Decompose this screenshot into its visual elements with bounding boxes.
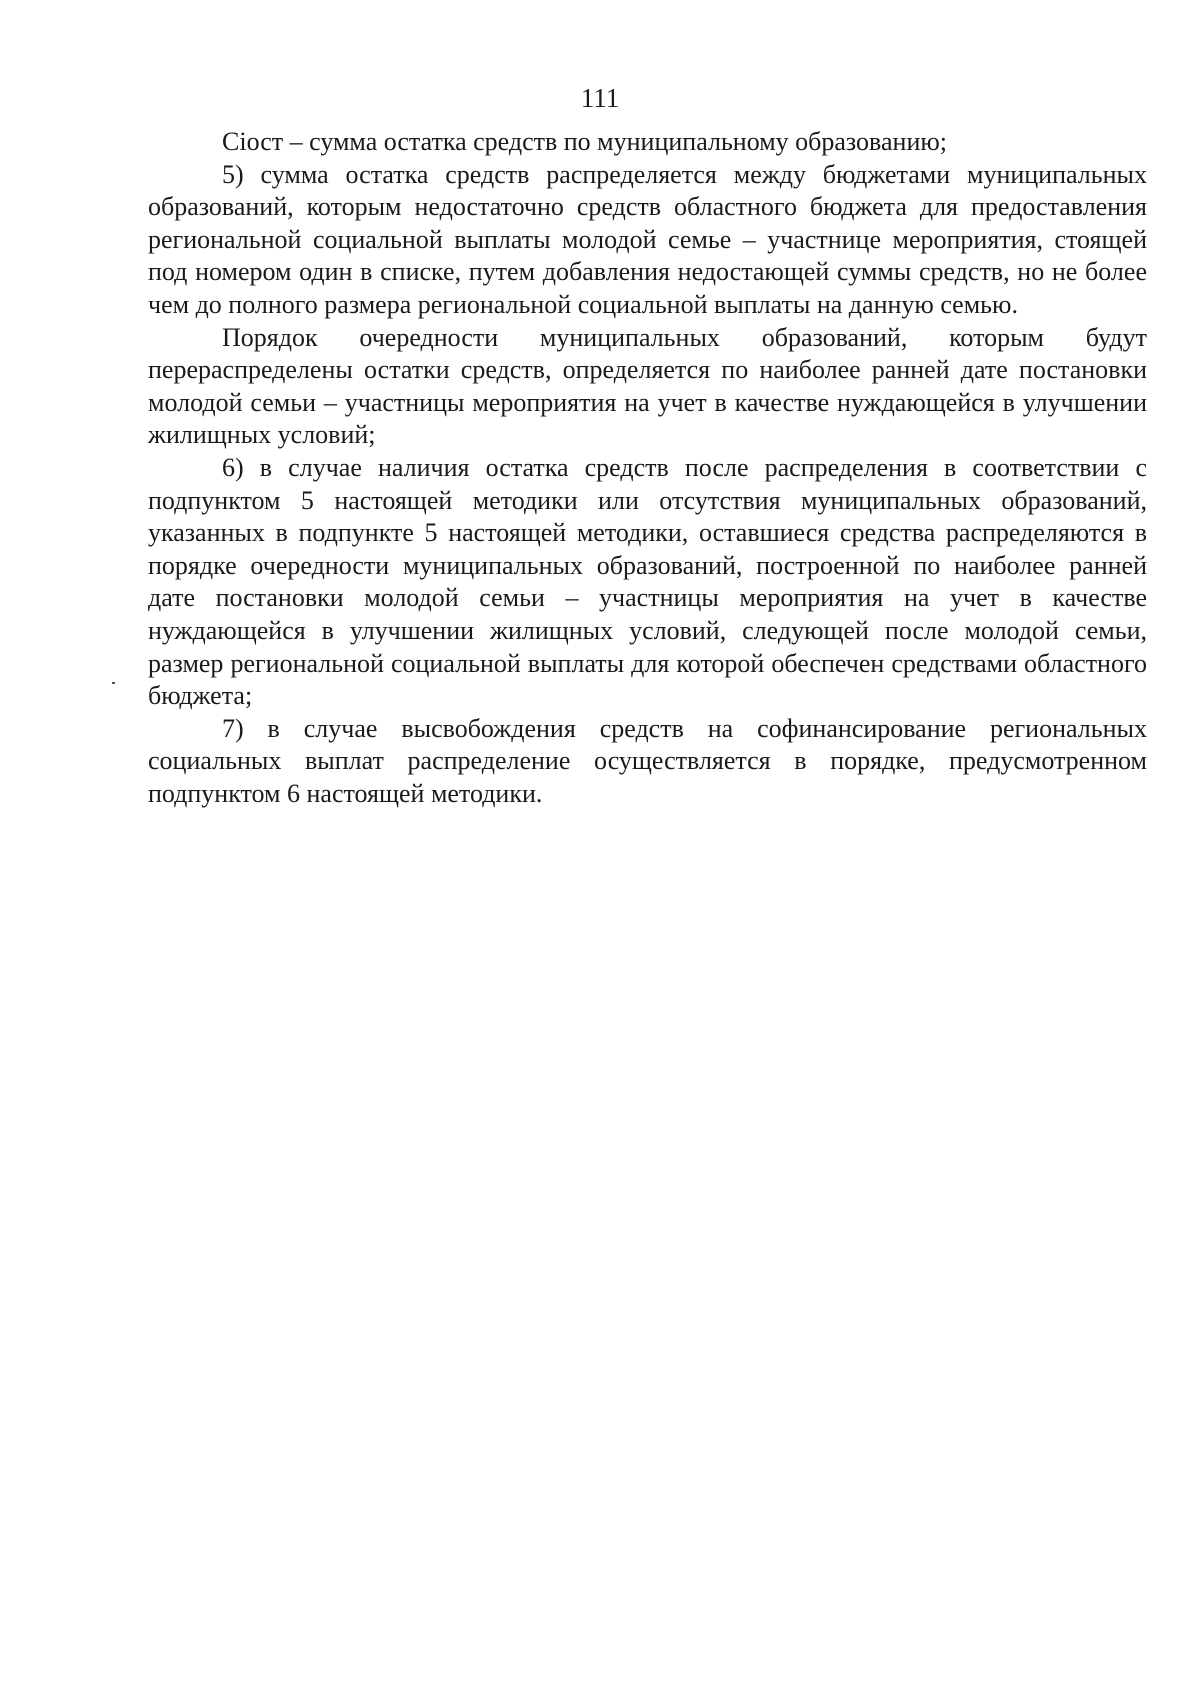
paragraph-item-6: 6) в случае наличия остатка средств после распределения в соответствии с подпунктом 5 настоящей методики или отсутствия муниципальных образований, указанных в подпункте 5 настоящей методики, оставшиеся средства распределяются в порядке очередности муниципальных образований, построенной по наиболее ранней дате постановки молодой семьи – участницы мероприятия на учет в качестве нуждающейся в улучшении жилищных условий, следующей после молодой семьи, размер региональной социальной выплаты для которой обеспечен средствами областного бюджета; [148,452,1147,711]
document-body [148,126,1147,810]
paragraph-item-7: 7) в случае высвобождения средств на софинансирование региональных социальных выплат распределение осуществляется в порядке, предусмотренном подпунктом 6 настоящей методики. [148,713,1147,808]
page-number: 111 [580,83,620,113]
paragraph-item-5: 5) сумма остатка средств распределяется между бюджетами муниципальных образований, которым недостаточно средств областного бюджета для предоставления региональной социальной выплаты молодой семье – участнице мероприятия, стоящей под номером один в списке, путем добавления недостающей суммы средств, но не более чем до полного размера региональной социальной выплаты на данную семью. [148,159,1147,319]
paragraph-priority-order: Порядок очередности муниципальных образований, которым будут перераспределены остатки средств, определяется по наиболее ранней дате постановки молодой семьи – участницы мероприятия на учет в качестве нуждающейся в улучшении жилищных условий; [148,322,1147,450]
paragraph-definition: Сiост – сумма остатка средств по муниципальному образованию; [222,127,948,156]
scan-speck [112,682,115,684]
